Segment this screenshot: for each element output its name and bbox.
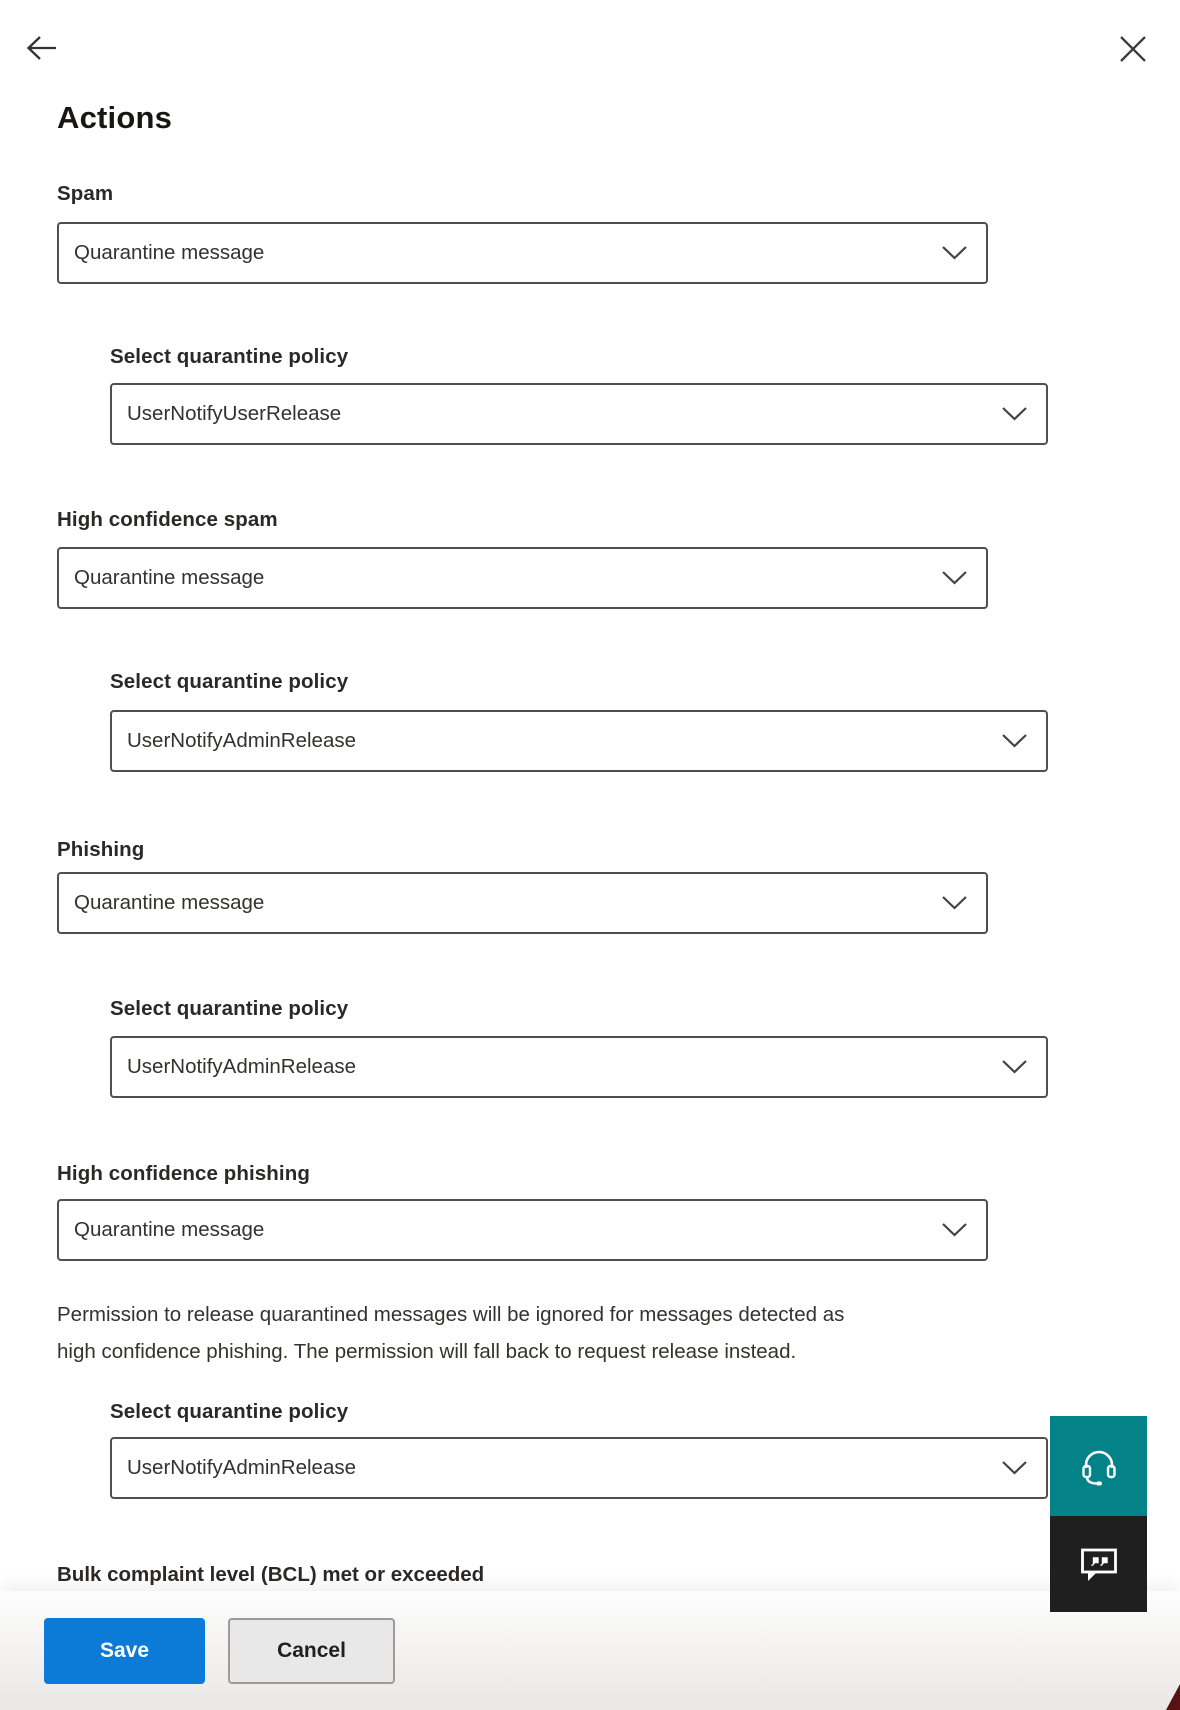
help-support-button[interactable] <box>1050 1416 1147 1516</box>
spam-action-dropdown[interactable] <box>57 222 988 284</box>
dropdown-selected-value: UserNotifyUserRelease <box>127 402 342 425</box>
chevron-down-icon <box>1001 1059 1028 1075</box>
close-icon <box>1118 34 1148 64</box>
corner-artifact <box>1166 1684 1180 1710</box>
headset-icon <box>1078 1444 1120 1488</box>
field-label-high-confidence-phishing: High confidence phishing <box>57 1162 310 1185</box>
footer-bar <box>0 1591 1180 1710</box>
cancel-button[interactable]: Cancel <box>228 1618 395 1684</box>
chevron-down-icon <box>941 245 968 261</box>
field-label-hcs-quarantine-policy: Select quarantine policy <box>110 670 349 693</box>
feedback-button[interactable] <box>1050 1516 1147 1612</box>
field-label-phishing: Phishing <box>57 838 145 861</box>
note-line-2: high confidence phishing. The permission will fall back to request release instead. <box>57 1340 797 1363</box>
field-label-spam: Spam <box>57 182 114 205</box>
field-label-phishing-quarantine-policy: Select quarantine policy <box>110 997 349 1020</box>
chevron-down-icon <box>1001 406 1028 422</box>
feedback-chat-icon <box>1079 1544 1119 1584</box>
page-title: Actions <box>57 100 173 135</box>
note-line-1: Permission to release quarantined messages will be ignored for messages detected as <box>57 1303 845 1326</box>
phishing-action-dropdown[interactable] <box>57 872 988 934</box>
save-button[interactable]: Save <box>44 1618 205 1684</box>
dropdown-selected-value: UserNotifyAdminRelease <box>127 1055 357 1078</box>
dropdown-selected-value: Quarantine message <box>74 241 265 264</box>
chevron-down-icon <box>941 895 968 911</box>
high-confidence-phishing-action-dropdown[interactable] <box>57 1199 988 1261</box>
close-button[interactable] <box>1112 28 1154 70</box>
spam-quarantine-policy-dropdown[interactable] <box>110 383 1048 445</box>
chevron-down-icon <box>941 570 968 586</box>
arrow-left-icon <box>23 29 61 67</box>
back-button[interactable] <box>20 26 64 70</box>
bulk-complaint-level-heading: Bulk complaint level (BCL) met or exceeded <box>57 1563 485 1586</box>
field-label-hcp-quarantine-policy: Select quarantine policy <box>110 1400 349 1423</box>
field-label-spam-quarantine-policy: Select quarantine policy <box>110 345 349 368</box>
dropdown-selected-value: UserNotifyAdminRelease <box>127 729 357 752</box>
chevron-down-icon <box>1001 733 1028 749</box>
hcp-quarantine-policy-dropdown[interactable] <box>110 1437 1048 1499</box>
chevron-down-icon <box>941 1222 968 1238</box>
hcs-quarantine-policy-dropdown[interactable] <box>110 710 1048 772</box>
field-label-high-confidence-spam: High confidence spam <box>57 508 278 531</box>
dropdown-selected-value: Quarantine message <box>74 1218 265 1241</box>
phishing-quarantine-policy-dropdown[interactable] <box>110 1036 1048 1098</box>
hcp-permission-note <box>57 1296 1057 1370</box>
dropdown-selected-value: Quarantine message <box>74 891 265 914</box>
chevron-down-icon <box>1001 1460 1028 1476</box>
high-confidence-spam-action-dropdown[interactable] <box>57 547 988 609</box>
dropdown-selected-value: Quarantine message <box>74 566 265 589</box>
dropdown-selected-value: UserNotifyAdminRelease <box>127 1456 357 1479</box>
